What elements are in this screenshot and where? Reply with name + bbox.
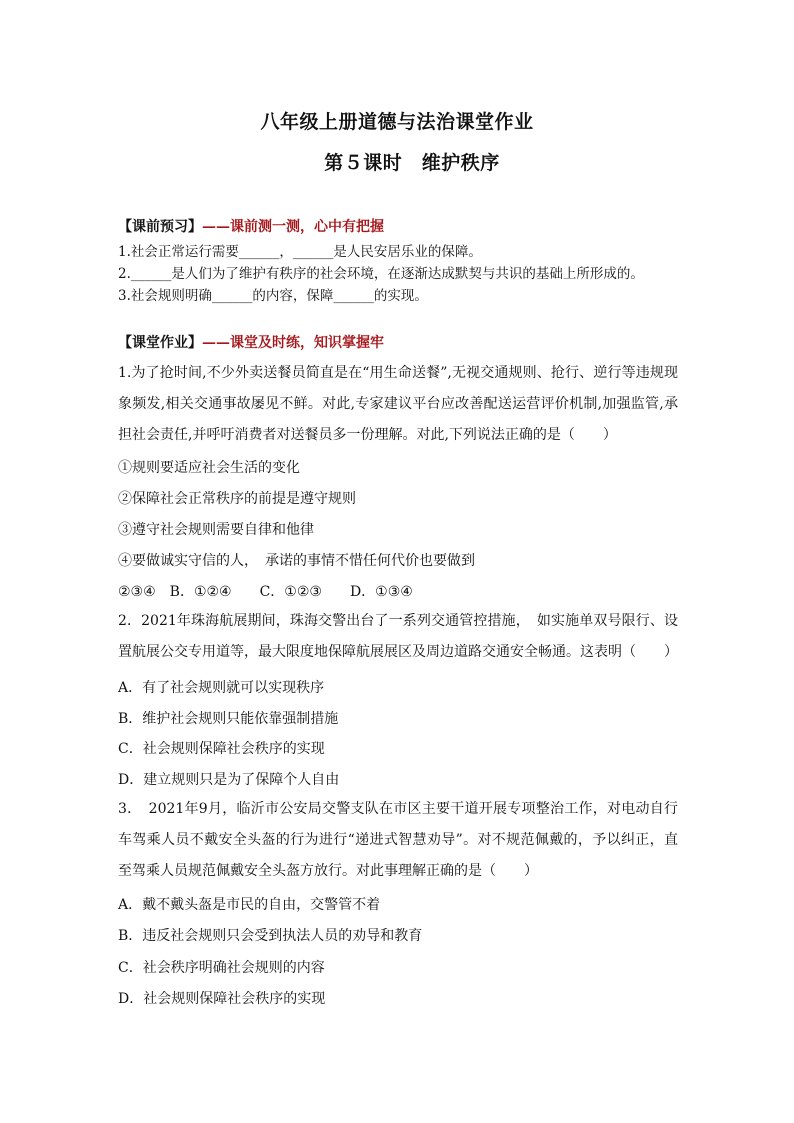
preview-item-1: 1.社会正常运行需要______，______是人民安居乐业的保障。 [118,244,482,260]
classwork-section-heading [118,332,384,352]
preview-item-2: 2.______是人们为了维护有秩序的社会环境，在逐渐达成默契与共识的基础上所形成的。 [118,266,644,282]
question-1-choices: ②③④ B．①②④ C．①②③ D．①③④ [118,584,413,600]
classwork-slogan: ——课堂及时练，知识掌握牢 [202,335,384,351]
question-3-option-d: D．社会规则保障社会秩序的实现 [118,991,326,1007]
question-1-option-3: ③遵守社会规则需要自律和他律 [118,522,314,538]
question-2-option-d: D．建立规则只是为了保障个人自由 [118,772,340,788]
question-2-option-b: B．维护社会规则只能依靠强制措施 [118,711,339,727]
question-2-stem: 2．2021年珠海航展期间，珠海交警出台了一系列交通管控措施， 如实施单双号限行、设置航展公交专用道等，最大限度地保障航展展区及周边道路交通安全畅通。这表明（ ） [118,613,678,660]
lesson-title: 第５课时 维护秩序 [324,152,500,174]
page-title: 八年级上册道德与法治课堂作业 [260,111,534,133]
preview-section-heading [118,216,384,236]
question-3-option-c: C．社会秩序明确社会规则的内容 [118,960,325,976]
question-1-stem: 1.为了抢时间,不少外卖送餐员简直是在“用生命送餐”,无视交通规则、抢行、逆行等违规现象频发,相关交通事故屡见不鲜。对此,专家建议平台应改善配送运营评价机制,加强监管,承担社会责任,并呼吁消费者对送餐员多一份理解。对此,下列说法正确的是（ ） [118,365,678,443]
question-3-option-b: B．违反社会规则只会受到执法人员的劝导和教育 [118,928,423,944]
classwork-label: 【课堂作业】 [118,335,202,351]
question-2-option-a: A．有了社会规则就可以实现秩序 [118,680,325,696]
preview-label: 【课前预习】 [118,219,202,235]
preview-item-3: 3.社会规则明确______的内容，保障______的实现。 [118,288,428,304]
question-1-option-4: ④要做诚实守信的人， 承诺的事情不惜任何代价也要做到 [118,553,475,569]
preview-slogan: ——课前测一测，心中有把握 [202,219,384,235]
question-3-option-a: A．戴不戴头盔是市民的自由，交警管不着 [118,897,381,913]
question-1-option-1: ①规则要适应社会生活的变化 [118,460,300,476]
question-3-stem: 3． 2021年9月，临沂市公安局交警支队在市区主要干道开展专项整治工作，对电动自行车驾乘人员不戴安全头盔的行为进行“递进式智慧劝导”。对不规范佩戴的，予以纠正，直至驾乘人员规范佩戴安全头盔方放行。对此事理解正确的是（ ） [118,801,678,879]
question-1-option-2: ②保障社会正常秩序的前提是遵守规则 [118,491,356,507]
question-2-option-c: C．社会规则保障社会秩序的实现 [118,741,325,757]
